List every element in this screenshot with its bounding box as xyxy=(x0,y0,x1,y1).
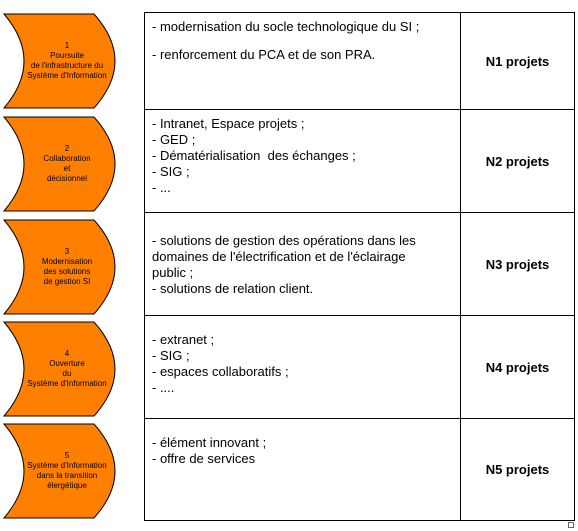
description-line: - ... xyxy=(152,180,171,195)
chevron-label-line: Modernisation xyxy=(41,257,93,266)
resize-handle xyxy=(568,522,574,528)
chevron-5 xyxy=(2,422,140,520)
chevron-label-4 xyxy=(8,320,126,418)
chevron-label-line: dans la transition xyxy=(36,471,98,480)
chevron-number: 1 xyxy=(64,41,70,50)
chevron-label-line: Système d'Information xyxy=(27,71,107,80)
projects-cell-5 xyxy=(460,418,575,521)
description-line: - espaces collaboratifs ; xyxy=(152,364,289,379)
chevron-label-line: Système d'Information xyxy=(27,461,107,470)
chevron-label-line: et xyxy=(63,164,71,173)
chevron-number: 5 xyxy=(64,451,70,460)
chevron-label-line: du xyxy=(62,369,72,378)
description-line: - extranet ; xyxy=(152,332,215,347)
description-line: - offre de services xyxy=(152,451,256,466)
chevron-label-line: Poursuite xyxy=(50,51,84,60)
projects-count: N4 projets xyxy=(485,359,550,375)
chevron-label-line: Ouverture xyxy=(49,359,85,368)
projects-table xyxy=(144,12,575,520)
description-line: - modernisation du socle technologique du SI ; xyxy=(152,19,420,34)
chevron-label-1 xyxy=(8,12,126,110)
description-line: - SIG ; xyxy=(152,348,190,363)
projects-count: N5 projets xyxy=(485,462,550,477)
description-line: - Intranet, Espace projets ; xyxy=(152,116,305,131)
projects-cell-3 xyxy=(460,212,575,316)
description-line: - .... xyxy=(152,380,175,395)
chevron-4 xyxy=(2,320,140,418)
projects-count: N3 projets xyxy=(485,256,550,272)
description-line: - Dématérialisation des échanges ; xyxy=(152,148,356,163)
chevron-label-line: des solutions xyxy=(43,267,91,276)
projects-count: N2 projets xyxy=(485,153,550,169)
description-line: domaines de l'électrification et de l'éclairage xyxy=(152,249,406,264)
description-line: - GED ; xyxy=(152,132,196,147)
description-line: - solutions de gestion des opérations dans les xyxy=(152,233,416,248)
chevron-label-2 xyxy=(8,115,126,213)
description-line: - SIG ; xyxy=(152,164,190,179)
chevron-label-line: élergétique xyxy=(47,481,87,490)
chevron-number: 2 xyxy=(64,144,70,153)
description-cell-1 xyxy=(144,12,461,110)
chevron-label-3 xyxy=(8,218,126,316)
description-line: public ; xyxy=(152,265,194,280)
description-line: - renforcement du PCA et de son PRA. xyxy=(152,47,376,62)
chevron-label-line: décisionnel xyxy=(46,174,88,183)
projects-count: N1 projets xyxy=(485,53,550,69)
chevron-label-line: de l'infrastructure du xyxy=(30,61,104,70)
chevron-2 xyxy=(2,115,140,213)
projects-cell-1 xyxy=(460,12,575,110)
chevron-1 xyxy=(2,12,140,110)
projects-cell-4 xyxy=(460,315,575,419)
chevron-label-line: Collaboration xyxy=(43,154,91,163)
description-cell-4 xyxy=(144,315,461,419)
description-cell-2 xyxy=(144,109,461,213)
chevron-label-line: Système d'Information xyxy=(27,379,107,388)
chevron-label-line: de gestion SI xyxy=(43,277,91,286)
description-line: - élément innovant ; xyxy=(152,435,267,450)
projects-cell-2 xyxy=(460,109,575,213)
chevron-number: 4 xyxy=(64,349,70,358)
description-cell-3 xyxy=(144,212,461,316)
chevron-number: 3 xyxy=(64,247,70,256)
description-line xyxy=(152,35,452,47)
description-cell-5 xyxy=(144,418,461,521)
description-line: - solutions de relation client. xyxy=(152,281,314,296)
chevron-3 xyxy=(2,218,140,316)
chevron-label-5 xyxy=(8,422,126,520)
